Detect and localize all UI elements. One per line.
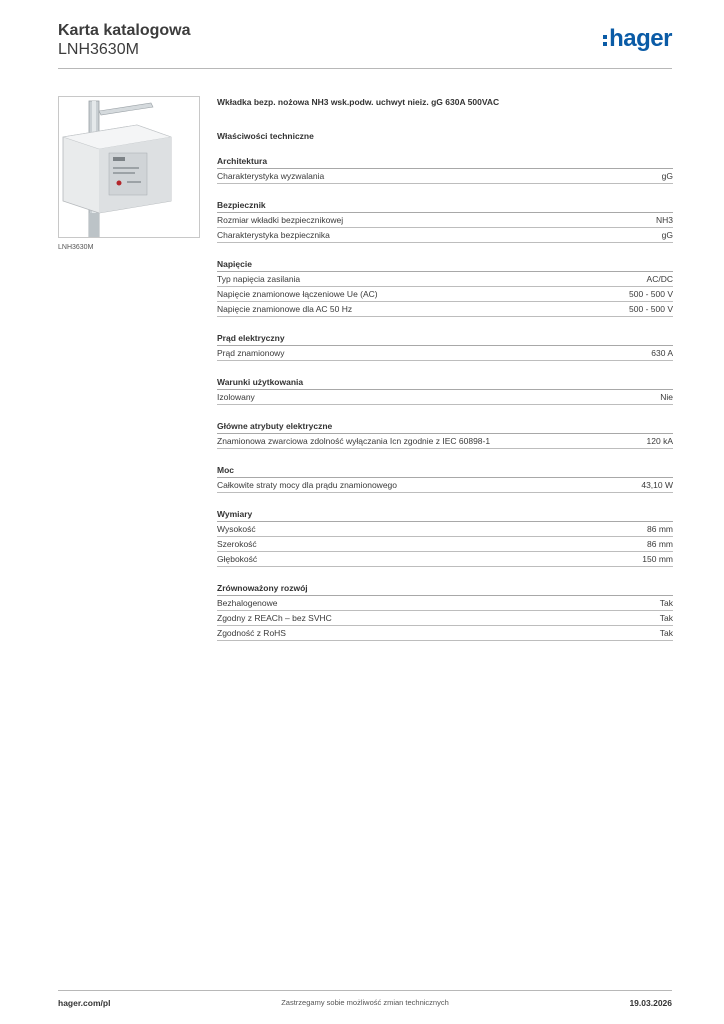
spec-value: gG	[661, 230, 673, 240]
spec-value: Nie	[660, 392, 673, 402]
spec-label: Bezhalogenowe	[217, 598, 278, 608]
spec-section	[217, 465, 673, 493]
spec-value: 86 mm	[647, 539, 673, 549]
spec-label: Charakterystyka bezpiecznika	[217, 230, 330, 240]
spec-row	[217, 287, 673, 302]
logo-colon-icon	[603, 30, 607, 48]
section-title: Napięcie	[217, 259, 673, 272]
spec-value: 86 mm	[647, 524, 673, 534]
spec-label: Szerokość	[217, 539, 257, 549]
spec-section	[217, 259, 673, 317]
spec-value: 150 mm	[642, 554, 673, 564]
spec-label: Prąd znamionowy	[217, 348, 285, 358]
spec-label: Głębokość	[217, 554, 258, 564]
section-title: Architektura	[217, 156, 673, 169]
page-header	[58, 20, 672, 70]
spec-value: 43,10 W	[641, 480, 673, 490]
footer-website: hager.com/pl	[58, 998, 111, 1008]
section-title: Zrównoważony rozwój	[217, 583, 673, 596]
spec-value: AC/DC	[646, 274, 673, 284]
product-code: LNH3630M	[58, 41, 139, 58]
spec-value: gG	[661, 171, 673, 181]
section-title: Wymiary	[217, 509, 673, 522]
spec-row	[217, 272, 673, 287]
spec-section	[217, 156, 673, 184]
spec-row	[217, 169, 673, 184]
page-footer	[58, 990, 672, 1014]
section-title: Bezpiecznik	[217, 200, 673, 213]
spec-value: Tak	[659, 613, 673, 623]
spec-label: Wysokość	[217, 524, 256, 534]
product-image	[58, 96, 200, 238]
spec-label: Izolowany	[217, 392, 255, 402]
spec-section	[217, 200, 673, 243]
spec-label: Napięcie znamionowe łączeniowe Ue (AC)	[217, 289, 378, 299]
spec-row	[217, 596, 673, 611]
section-title: Prąd elektryczny	[217, 333, 673, 346]
spec-value: 630 A	[651, 348, 673, 358]
spec-row	[217, 346, 673, 361]
spec-row	[217, 552, 673, 567]
spec-value: Tak	[659, 598, 673, 608]
hager-logo	[603, 26, 672, 52]
spec-row	[217, 390, 673, 405]
spec-section	[217, 377, 673, 405]
section-title: Warunki użytkowania	[217, 377, 673, 390]
fuse-illustration	[59, 97, 199, 237]
document-title: Karta katalogowa	[58, 22, 191, 39]
spec-row	[217, 626, 673, 641]
spec-section	[217, 509, 673, 567]
spec-section	[217, 421, 673, 449]
spec-value: 500 - 500 V	[629, 304, 673, 314]
spec-value: Tak	[659, 628, 673, 638]
spec-value: 500 - 500 V	[629, 289, 673, 299]
spec-label: Rozmiar wkładki bezpiecznikowej	[217, 215, 344, 225]
spec-row	[217, 302, 673, 317]
product-description: Wkładka bezp. nożowa NH3 wsk.podw. uchwyt nieiz. gG 630A 500VAC	[217, 97, 500, 107]
footer-disclaimer: Zastrzegamy sobie możliwość zmian technicznych	[281, 998, 449, 1007]
footer-divider	[58, 990, 672, 991]
section-title: Moc	[217, 465, 673, 478]
spec-section	[217, 333, 673, 361]
spec-row	[217, 213, 673, 228]
spec-section	[217, 583, 673, 641]
spec-row	[217, 478, 673, 493]
spec-row	[217, 228, 673, 243]
spec-label: Napięcie znamionowe dla AC 50 Hz	[217, 304, 353, 314]
spec-label: Zgodny z REACh – bez SVHC	[217, 613, 332, 623]
spec-value: 120 kA	[646, 436, 673, 446]
spec-sections	[217, 156, 673, 641]
logo-text: hager	[609, 25, 672, 52]
footer-date: 19.03.2026	[629, 998, 672, 1008]
image-caption: LNH3630M	[58, 244, 94, 251]
spec-label: Typ napięcia zasilania	[217, 274, 301, 284]
spec-row	[217, 537, 673, 552]
spec-label: Zgodność z RoHS	[217, 628, 286, 638]
spec-row	[217, 522, 673, 537]
spec-label: Całkowite straty mocy dla prądu znamionowego	[217, 480, 398, 490]
spec-content	[217, 96, 673, 641]
spec-label: Znamionowa zwarciowa zdolność wyłączania Icn zgodnie z IEC 60898-1	[217, 436, 491, 446]
spec-row	[217, 611, 673, 626]
spec-row	[217, 434, 673, 449]
section-title: Główne atrybuty elektryczne	[217, 421, 673, 434]
header-divider	[58, 68, 672, 69]
spec-value: NH3	[655, 215, 673, 225]
spec-label: Charakterystyka wyzwalania	[217, 171, 325, 181]
specs-heading: Właściwości techniczne	[217, 131, 314, 141]
